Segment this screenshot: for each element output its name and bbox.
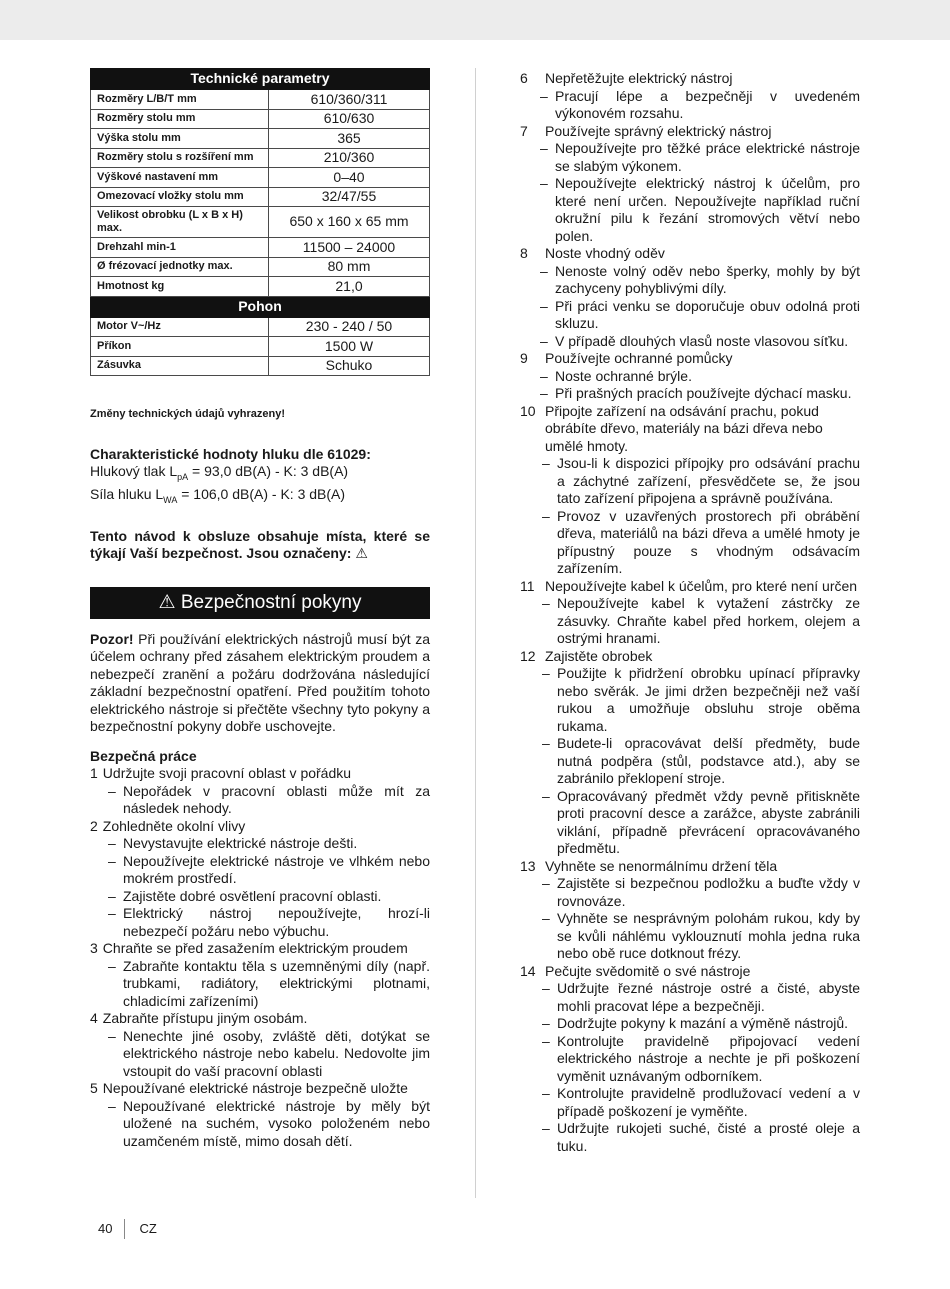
list-subitem: [90, 958, 430, 1011]
list-subitem: [90, 835, 430, 853]
dash-bullet: –: [540, 367, 548, 384]
dash-bullet: –: [540, 140, 548, 156]
top-bar: [0, 0, 950, 40]
list-subitem: [520, 1033, 860, 1086]
list-item: [90, 818, 430, 836]
list-item: [90, 1010, 430, 1028]
list-item: [520, 70, 860, 88]
list-item-title: Zabraňte přístupu jiným osobám.: [102, 1010, 308, 1027]
specs-value: 0–40: [269, 168, 430, 188]
specs-key: Výška stolu mm: [91, 129, 269, 149]
dash-bullet: –: [542, 507, 550, 524]
page-number: 40: [98, 1221, 113, 1237]
dash-bullet: –: [108, 852, 116, 869]
list-subitem: [520, 263, 860, 298]
list-item-title: Nepřetěžujte elektrický nástroj: [545, 70, 733, 86]
dash-bullet: –: [542, 910, 550, 926]
safety-banner: ⚠ Bezpečnostní pokyny: [90, 587, 430, 619]
dash-bullet: –: [542, 787, 550, 804]
list-subitem: [520, 1015, 860, 1033]
list-subitem-text: Při práci venku se doporučuje obuv odolná proti skluzu.: [555, 297, 860, 331]
specs-value: 1500 W: [269, 337, 430, 357]
list-subitem: [520, 455, 860, 508]
list-item-title: Vyhněte se nenormálnímu držení těla: [545, 857, 778, 874]
specs-row: [91, 90, 430, 110]
specs-value: 21,0: [269, 277, 430, 297]
specs-value: 210/360: [269, 148, 430, 168]
left-column: [90, 68, 430, 1150]
specs-value: Schuko: [269, 356, 430, 376]
list-item: [90, 940, 430, 958]
safety-list-right: [520, 70, 860, 1155]
list-subitem-text: Udržujte řezné nástroje ostré a čisté, abyste mohli pracovat lépe a bezpečněji.: [557, 980, 860, 1014]
dash-bullet: –: [108, 887, 116, 904]
list-item: [520, 578, 860, 596]
list-subitem: [520, 333, 860, 351]
dash-bullet: –: [540, 87, 548, 104]
list-item-title: Zohledněte okolní vlivy: [102, 817, 246, 834]
noise-title: Charakteristické hodnoty hluku dle 61029:: [90, 445, 371, 462]
dash-bullet: –: [542, 980, 550, 996]
list-subitem: [90, 905, 430, 940]
dash-bullet: –: [108, 1097, 116, 1114]
list-subitem-text: Budete-li opracovávat delší předměty, bude nutná podpěra (stůl, podstavce atd.), aby se zabránilo překlopení stroje.: [557, 735, 860, 786]
right-column: [520, 70, 860, 1155]
list-item-title: Pečujte svědomitě o své nástroje: [545, 962, 751, 979]
list-item-number: 13: [520, 857, 536, 874]
list-subitem-text: Noste ochranné brýle.: [555, 367, 692, 384]
dash-bullet: –: [542, 1120, 550, 1136]
list-item-title: Používejte správný elektrický nástroj: [545, 122, 772, 139]
specs-key: Příkon: [91, 337, 269, 357]
list-subitem-text: Nepoužívejte elektrické nástroje ve vlhkém nebo mokrém prostředí.: [123, 852, 430, 887]
list-item: [520, 858, 860, 876]
list-item: [520, 123, 860, 141]
list-subitem: [520, 735, 860, 788]
list-item-number: 12: [520, 647, 536, 664]
specs-value: 32/47/55: [269, 187, 430, 207]
list-subitem: [520, 385, 860, 403]
specs-key: Rozměry L/B/T mm: [91, 90, 269, 110]
list-item-number: 9: [520, 350, 528, 366]
list-subitem: [520, 788, 860, 858]
list-item-number: 4: [90, 1010, 98, 1027]
list-subitem: [520, 1120, 860, 1155]
list-item-number: 3: [90, 940, 98, 957]
specs-value: 610/630: [269, 109, 430, 129]
specs-row: [91, 168, 430, 188]
specs-header: Pohon: [91, 296, 430, 317]
list-subitem: [520, 595, 860, 648]
list-subitem-text: Pracují lépe a bezpečněji v uvedeném výkonovém rozsahu.: [555, 87, 860, 121]
specs-key: Drehzahl min-1: [91, 238, 269, 258]
noise-pressure: Hlukový tlak $L_{pA} = 93,0$ dB(A) - K: 3 dB(A): [90, 463, 349, 482]
specs-key: Omezovací vložky stolu mm: [91, 187, 269, 207]
list-subitem: [520, 910, 860, 963]
dash-bullet: –: [108, 835, 116, 852]
list-subitem-text: Nepoužívejte kabel k vytažení zástrčky ze zásuvky. Chraňte kabel před horkem, olejem a ostrými hranami.: [557, 595, 860, 646]
list-subitem: [90, 783, 430, 818]
specs-row: [91, 317, 430, 337]
list-subitem: [520, 665, 860, 735]
list-item-number: 6: [520, 70, 528, 86]
list-subitem-text: Provoz v uzavřených prostorech při obrábění dřeva, materiálů na bázi dřeva a umělé hmoty je přípustný pouze s vhodným odsávacím zařízením.: [557, 507, 860, 576]
dash-bullet: –: [540, 175, 548, 191]
list-item-number: 2: [90, 817, 98, 834]
list-subitem-text: Zajistěte si bezpečnou podložku a buďte vždy v rovnováze.: [557, 875, 860, 909]
dash-bullet: –: [542, 665, 550, 681]
list-subitem-text: Vyhněte se nesprávným polohám rukou, kdy by se kvůli náhlému vyklouznutí mohla jedna ruka nebo obě ruce dotknout frézy.: [557, 910, 860, 961]
list-subitem: [90, 888, 430, 906]
list-subitem-text: Nepořádek v pracovní oblasti může mít za následek nehody.: [123, 782, 430, 817]
dash-bullet: –: [540, 262, 548, 279]
list-item-number: 8: [520, 245, 528, 261]
list-subitem: [520, 1085, 860, 1120]
list-subitem: [520, 140, 860, 175]
list-subitem: [90, 1028, 430, 1081]
specs-row: [91, 207, 430, 238]
footer-separator: [124, 1219, 125, 1239]
list-subitem: [520, 175, 860, 245]
list-item-title: Noste vhodný oděv: [545, 245, 665, 261]
dash-bullet: –: [542, 735, 550, 751]
list-item-number: 10: [520, 402, 536, 419]
dash-bullet: –: [542, 1032, 550, 1049]
specs-key: Výškové nastavení mm: [91, 168, 269, 188]
list-item-title: Nepoužívané elektrické nástroje bezpečně uložte: [102, 1080, 408, 1097]
column-divider: [475, 68, 476, 1198]
specs-table: [90, 68, 430, 376]
list-subitem: [520, 980, 860, 1015]
specs-row: [91, 337, 430, 357]
specs-value: 80 mm: [269, 257, 430, 277]
specs-row: [91, 257, 430, 277]
list-subitem: [520, 88, 860, 123]
specs-note: Změny technických údajů vyhrazeny!: [90, 408, 286, 420]
list-subitem-text: Nepoužívejte pro těžké práce elektrické nástroje se slabým výkonem.: [555, 140, 860, 174]
list-subitem-text: Elektrický nástroj nepoužívejte, hrozí-li nebezpečí požáru nebo výbuchu.: [123, 905, 430, 939]
list-item: [90, 765, 430, 783]
list-item-number: 7: [520, 122, 528, 139]
specs-key: Rozměry stolu mm: [91, 109, 269, 129]
specs-value: 610/360/311: [269, 90, 430, 110]
safety-list-left: [90, 765, 430, 1150]
dash-bullet: –: [542, 595, 550, 611]
list-item-title: Nepoužívejte kabel k účelům, pro které není určen: [545, 577, 858, 594]
dash-bullet: –: [542, 1015, 550, 1031]
list-subitem: [520, 508, 860, 578]
list-item-number: 1: [90, 765, 98, 782]
list-subitem-text: Udržujte rukojeti suché, čisté a prosté oleje a tuku.: [557, 1120, 860, 1154]
list-item-number: 5: [90, 1080, 98, 1097]
list-item-title: Připojte zařízení na odsávání prachu, pokud obrábíte dřevo, materiály na bázi dřeva nebo umělé hmoty.: [545, 402, 823, 454]
dash-bullet: –: [542, 875, 550, 891]
list-subitem-text: Při prašných pracích používejte dýchací masku.: [555, 385, 852, 401]
list-subitem: [90, 1098, 430, 1151]
list-subitem-text: Zajistěte dobré osvětlení pracovní oblasti.: [123, 887, 382, 904]
specs-value: 230 - 240 / 50: [269, 317, 430, 337]
list-subitem-text: Zabraňte kontaktu těla s uzemněnými díly (např. trubkami, radiátory, elektrickými plotnami, chladicími zařízeními): [123, 957, 430, 1009]
dash-bullet: –: [108, 1027, 116, 1044]
list-subitem-text: Nenoste volný oděv nebo šperky, mohly by být zachyceny pohyblivými díly.: [555, 262, 860, 296]
safe-work-heading: Bezpečná práce: [90, 747, 197, 764]
specs-row: [91, 356, 430, 376]
list-item-title: Udržujte svoji pracovní oblast v pořádku: [102, 765, 352, 782]
list-subitem: [520, 875, 860, 910]
dash-bullet: –: [542, 1085, 550, 1101]
list-item: [520, 403, 860, 456]
specs-row: [91, 238, 430, 258]
list-item-title: Zajistěte obrobek: [545, 647, 653, 664]
specs-header-row: [91, 296, 430, 317]
dash-bullet: –: [542, 455, 550, 471]
list-subitem-text: Nepoužívané elektrické nástroje by měly být uložené na suchém, vysoko položeném nebo uzamčeném místě, mimo dosah dětí.: [123, 1097, 430, 1149]
dash-bullet: –: [540, 297, 548, 314]
specs-header: Technické parametry: [91, 69, 430, 90]
specs-key: Hmotnost kg: [91, 277, 269, 297]
list-item-number: 14: [520, 962, 536, 979]
list-subitem-text: Kontrolujte pravidelně prodlužovací vedení a v případě poškození je vyměňte.: [557, 1085, 860, 1119]
list-subitem: [520, 368, 860, 386]
specs-key: Velikost obrobku (L x B x H) max.: [91, 207, 269, 238]
specs-value: 650 x 160 x 65 mm: [269, 207, 430, 238]
intro-paragraph: Pozor! Při používání elektrických nástrojů musí být za účelem ochrany před zásahem elektrickým proudem a nebezpečí zranění a požáru dodržována následující základní bezpečnostní opatření. Před použitím tohoto elektrického nástroje si přečtěte všechny tyto pokyny a bezpečnostní pokyny dobře uschovejte.: [90, 630, 430, 735]
list-subitem: [520, 298, 860, 333]
specs-value: 365: [269, 129, 430, 149]
specs-row: [91, 109, 430, 129]
list-subitem-text: Jsou-li k dispozici přípojky pro odsávání prachu a záchytné zařízení, přesvědčete se, že jsou tato zařízení připojena a správně používána.: [557, 455, 860, 506]
list-subitem-text: Dodržujte pokyny k mazání a výměně nástrojů.: [557, 1015, 849, 1031]
noise-power: Síla hluku $L_{WA} = 106,0$ dB(A) - K: 3 dB(A): [90, 486, 346, 506]
list-subitem-text: Použijte k přidržení obrobku upínací přípravky nebo svěrák. Je jimi držen bezpečněji než vaší rukou a umožňuje obsluhu stroje oběma rukama.: [557, 665, 860, 734]
dash-bullet: –: [540, 385, 548, 401]
specs-row: [91, 277, 430, 297]
dash-bullet: –: [540, 332, 548, 349]
dash-bullet: –: [108, 957, 116, 974]
list-subitem-text: Kontrolujte pravidelně připojovací vedení elektrického nástroje a nechte je při poškození vyměnit uznávaným odborníkem.: [557, 1032, 860, 1084]
list-item: [520, 648, 860, 666]
specs-key: Ø frézovací jednotky max.: [91, 257, 269, 277]
page-footer: [98, 1219, 157, 1239]
list-item-title: Chraňte se před zasažením elektrickým proudem: [102, 940, 408, 957]
dash-bullet: –: [108, 905, 116, 922]
list-item-number: 11: [520, 577, 535, 594]
list-subitem-text: Opracovávaný předmět vždy pevně přitiskněte proti pracovní desce a zarážce, abyste zabránili viklání, případně převrácení opracovávaného předmětu.: [557, 787, 860, 856]
list-subitem-text: Nevystavujte elektrické nástroje dešti.: [123, 835, 358, 852]
list-item: [520, 245, 860, 263]
list-item: [520, 963, 860, 981]
list-subitem-text: V případě dlouhých vlasů noste vlasovou síťku.: [555, 332, 849, 349]
list-item: [90, 1080, 430, 1098]
list-subitem-text: Nenechte jiné osoby, zvláště děti, dotýkat se elektrického nástroje nebo kabelu. Nedovolte jim vstoupit do vaší pracovní oblasti: [123, 1027, 430, 1079]
list-item-title: Používejte ochranné pomůcky: [545, 350, 733, 366]
list-item: [520, 350, 860, 368]
specs-row: [91, 187, 430, 207]
language-code: CZ: [139, 1221, 157, 1237]
list-subitem-text: Nepoužívejte elektrický nástroj k účelům, pro které není určen. Nepoužívejte například ruční okružní pilu k řezání stromových větví nebo polen.: [555, 175, 860, 244]
specs-row: [91, 148, 430, 168]
noise-values: [90, 446, 430, 510]
specs-key: Motor V~/Hz: [91, 317, 269, 337]
list-subitem: [90, 853, 430, 888]
safety-marking-notice: Tento návod k obsluze obsahuje místa, které se týkají Vaší bezpečnost. Jsou označeny: ⚠: [90, 527, 430, 562]
dash-bullet: –: [108, 782, 116, 799]
specs-header-row: [91, 69, 430, 90]
specs-row: [91, 129, 430, 149]
specs-value: 11500 – 24000: [269, 238, 430, 258]
specs-key: Zásuvka: [91, 356, 269, 376]
specs-key: Rozměry stolu s rozšíření mm: [91, 148, 269, 168]
